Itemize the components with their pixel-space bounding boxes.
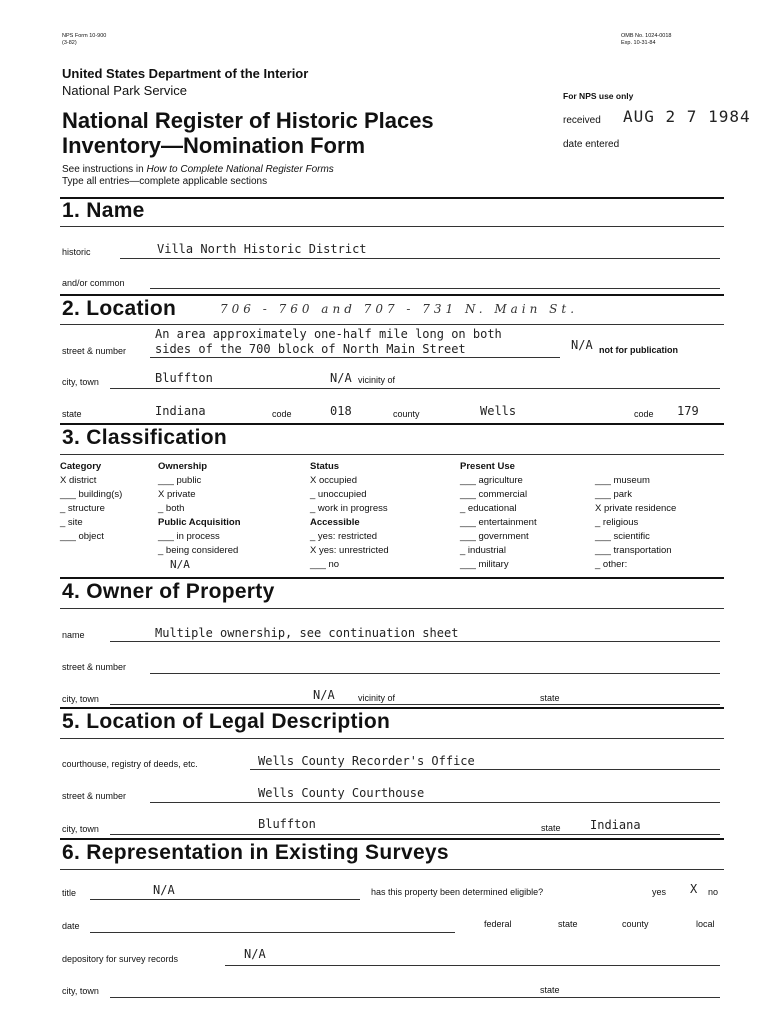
- status-unoccupied[interactable]: _ unoccupied: [310, 489, 367, 500]
- section-rule: [60, 423, 724, 425]
- level-county[interactable]: county: [622, 919, 649, 929]
- public-acquisition-heading: Public Acquisition: [158, 517, 241, 528]
- city-value[interactable]: Bluffton: [155, 371, 213, 385]
- section-2-heading: 2. Location: [62, 297, 177, 320]
- depository-value[interactable]: N/A: [244, 947, 266, 961]
- instructions-line2: Type all entries—complete applicable sections: [62, 176, 268, 187]
- use-entertainment[interactable]: ___ entertainment: [460, 517, 537, 528]
- county-code[interactable]: 179: [677, 404, 699, 418]
- vicinity-label: vicinity of: [358, 375, 396, 385]
- omb-expiry: Exp. 10-31-84: [621, 40, 656, 46]
- owner-name[interactable]: Multiple ownership, see continuation sheet: [155, 626, 459, 640]
- fill-line: [110, 704, 720, 705]
- received-stamp: AUG 2 7 1984: [623, 107, 751, 126]
- use-private-residence[interactable]: X private residence: [595, 503, 677, 514]
- section-rule: [60, 838, 724, 840]
- eligible-yes[interactable]: yes: [652, 887, 667, 897]
- use-commercial[interactable]: ___ commercial: [460, 489, 528, 500]
- use-educational[interactable]: _ educational: [460, 503, 517, 514]
- fill-line: [110, 388, 720, 389]
- use-government[interactable]: ___ government: [460, 531, 529, 542]
- section-4-heading: 4. Owner of Property: [62, 580, 275, 603]
- use-industrial[interactable]: _ industrial: [460, 545, 506, 556]
- ownership-public[interactable]: ___ public: [158, 475, 202, 486]
- state-label: state: [62, 409, 82, 419]
- fill-line: [150, 673, 720, 674]
- owner-state-label: state: [540, 693, 560, 703]
- form-revision: (3-82): [62, 40, 77, 46]
- fill-line: [250, 769, 720, 770]
- instructions-title: How to Complete National Register Forms: [146, 164, 334, 175]
- status-work-in-progress[interactable]: _ work in progress: [310, 503, 388, 514]
- present-use-column-2: [595, 474, 676, 572]
- access-no[interactable]: ___ no: [310, 559, 340, 570]
- fill-line: [150, 288, 720, 289]
- ownership-heading: Ownership: [158, 461, 208, 472]
- use-museum[interactable]: ___ museum: [595, 475, 650, 486]
- owner-vicinity-label: vicinity of: [358, 693, 396, 703]
- acq-being-considered[interactable]: _ being considered: [158, 545, 239, 556]
- category-heading: Category: [60, 461, 102, 472]
- survey-date-label: date: [62, 921, 80, 931]
- nps-use-label: For NPS use only: [563, 91, 634, 101]
- instructions-prefix: See instructions in: [62, 164, 147, 175]
- ownership-private[interactable]: X private: [158, 489, 196, 500]
- owner-vicinity-value: N/A: [313, 688, 335, 702]
- eligible-no-mark[interactable]: X: [690, 882, 698, 896]
- use-scientific[interactable]: ___ scientific: [595, 531, 650, 542]
- fill-line: [225, 965, 720, 966]
- form-title-line2: Inventory—Nomination Form: [62, 133, 366, 158]
- city-label: city, town: [62, 377, 99, 387]
- owner-street-label: street & number: [62, 662, 127, 672]
- historic-name[interactable]: Villa North Historic District: [157, 242, 367, 256]
- historic-label: historic: [62, 247, 91, 257]
- courthouse-label: courthouse, registry of deeds, etc.: [62, 759, 198, 769]
- omb-number: OMB No. 1024-0018: [621, 33, 672, 39]
- category-site[interactable]: _ site: [60, 517, 83, 528]
- section-rule: [60, 577, 724, 579]
- acq-in-process[interactable]: ___ in process: [158, 531, 220, 542]
- level-local[interactable]: local: [696, 919, 715, 929]
- acq-na: N/A: [170, 558, 190, 571]
- fill-line: [110, 641, 720, 642]
- use-religious[interactable]: _ religious: [595, 517, 639, 528]
- category-district[interactable]: X district: [60, 475, 97, 486]
- section-rule: [60, 324, 724, 325]
- owner-name-label: name: [62, 630, 85, 640]
- depository-label: depository for survey records: [62, 954, 179, 964]
- fill-line: [90, 899, 360, 900]
- section-rule: [60, 707, 724, 709]
- owner-city-label: city, town: [62, 694, 99, 704]
- county-code-label: code: [634, 409, 654, 419]
- section-rule: [60, 608, 724, 609]
- section-rule: [60, 738, 724, 739]
- fill-line: [90, 932, 455, 933]
- depository-state-label: state: [540, 985, 560, 995]
- category-column: [60, 460, 122, 544]
- survey-title-value[interactable]: N/A: [153, 883, 175, 897]
- legal-state-label: state: [541, 823, 561, 833]
- depository-city-label: city, town: [62, 986, 99, 996]
- level-federal[interactable]: federal: [484, 919, 512, 929]
- section-rule: [60, 294, 724, 296]
- received-label: received: [563, 115, 601, 126]
- use-military[interactable]: ___ military: [460, 559, 509, 570]
- section-rule: [60, 454, 724, 455]
- use-park[interactable]: ___ park: [595, 489, 632, 500]
- fill-line: [150, 357, 560, 358]
- use-transportation[interactable]: ___ transportation: [595, 545, 672, 556]
- accessible-heading: Accessible: [310, 517, 360, 528]
- eligible-label: has this property been determined eligible?: [371, 887, 544, 897]
- section-rule: [60, 869, 724, 870]
- county-value[interactable]: Wells: [480, 404, 517, 418]
- form-title-line1: National Register of Historic Places: [62, 108, 434, 133]
- legal-street-label: street & number: [62, 791, 127, 801]
- fill-line: [120, 258, 720, 259]
- street-line1[interactable]: An area approximately one-half mile long on both: [155, 327, 502, 341]
- department: United States Department of the Interior: [62, 66, 309, 81]
- form-number: NPS Form 10-900: [62, 33, 107, 39]
- common-label: and/or common: [62, 278, 125, 288]
- section-1-heading: 1. Name: [62, 199, 145, 222]
- fill-line: [110, 834, 720, 835]
- section-3-heading: 3. Classification: [62, 426, 227, 449]
- category-object[interactable]: ___ object: [60, 531, 104, 542]
- handwritten-address: 706 - 760 and 707 - 731 N. Main St.: [220, 302, 579, 316]
- street-label: street & number: [62, 346, 127, 356]
- not-for-publication-label: not for publication: [599, 345, 678, 355]
- section-rule: [60, 197, 724, 199]
- state-code[interactable]: 018: [330, 404, 352, 418]
- category-structure[interactable]: _ structure: [60, 503, 105, 514]
- county-label: county: [393, 409, 420, 419]
- use-other[interactable]: _ other:: [595, 559, 628, 570]
- present-use-heading: Present Use: [460, 461, 515, 472]
- status-occupied[interactable]: X occupied: [310, 475, 358, 486]
- access-unrestricted[interactable]: X yes: unrestricted: [310, 545, 389, 556]
- legal-state-value[interactable]: Indiana: [590, 818, 641, 832]
- state-value[interactable]: Indiana: [155, 404, 206, 418]
- date-entered-label: date entered: [563, 139, 620, 150]
- category-building[interactable]: ___ building(s): [60, 489, 123, 500]
- fill-line: [110, 997, 720, 998]
- code-label: code: [272, 409, 292, 419]
- legal-city-value[interactable]: Bluffton: [258, 817, 316, 831]
- section-6-heading: 6. Representation in Existing Surveys: [62, 841, 449, 864]
- instructions: [62, 164, 334, 175]
- use-agriculture[interactable]: ___ agriculture: [460, 475, 523, 486]
- eligible-no[interactable]: no: [708, 887, 719, 897]
- status-heading: Status: [310, 461, 340, 472]
- ownership-column: [158, 460, 241, 572]
- ownership-both[interactable]: _ both: [158, 503, 185, 514]
- street-line2[interactable]: sides of the 700 block of North Main Street: [155, 342, 466, 356]
- courthouse-value[interactable]: Wells County Recorder's Office: [258, 754, 475, 768]
- fill-line: [150, 802, 720, 803]
- pub-value: N/A: [571, 338, 593, 352]
- access-restricted[interactable]: _ yes: restricted: [310, 531, 378, 542]
- legal-street-value[interactable]: Wells County Courthouse: [258, 786, 425, 800]
- section-5-heading: 5. Location of Legal Description: [62, 710, 391, 733]
- present-use-column: [460, 460, 537, 572]
- legal-city-label: city, town: [62, 824, 99, 834]
- status-column: [310, 460, 389, 572]
- level-state[interactable]: state: [558, 919, 578, 929]
- section-rule: [60, 226, 724, 227]
- service: National Park Service: [62, 83, 187, 98]
- survey-title-label: title: [62, 888, 77, 898]
- vicinity-value: N/A: [330, 371, 352, 385]
